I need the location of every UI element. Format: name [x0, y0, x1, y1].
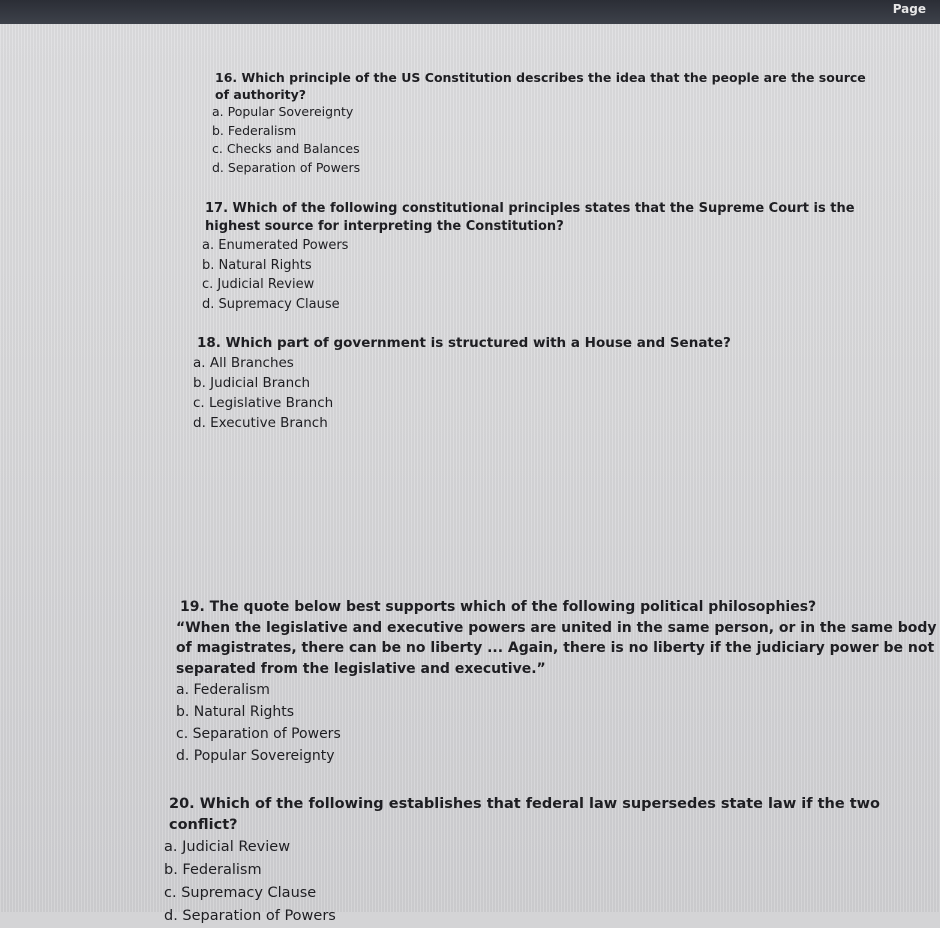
option-d[interactable]: d. Executive Branch — [193, 415, 328, 431]
question-text: 16. Which principle of the US Constitution describes the idea that the people are the source of authority? — [215, 70, 866, 102]
answer-options — [176, 679, 940, 767]
option-c[interactable]: c. Separation of Powers — [176, 726, 341, 742]
option-a[interactable]: a. Federalism — [176, 682, 270, 698]
option-d[interactable]: d. Separation of Powers — [212, 159, 361, 175]
option-d[interactable]: d. Popular Sovereignty — [176, 748, 335, 764]
option-b[interactable]: b. Federalism — [164, 862, 262, 878]
option-b[interactable]: b. Judicial Branch — [193, 375, 311, 391]
question-text: 18. Which part of government is structured with a House and Senate? — [197, 335, 731, 351]
question-19 — [176, 597, 940, 767]
option-a[interactable]: a. All Branches — [193, 355, 294, 371]
option-c[interactable]: c. Legislative Branch — [193, 395, 334, 411]
question-16 — [212, 69, 875, 177]
answer-options — [164, 836, 924, 928]
question-text: 20. Which of the following establishes that federal law supersedes state law if the two conflict? — [169, 796, 881, 833]
option-b[interactable]: b. Federalism — [212, 122, 297, 138]
option-d[interactable]: d. Separation of Powers — [164, 908, 336, 924]
question-text: 19. The quote below best supports which of the following political philosophies? — [180, 599, 817, 615]
question-18 — [193, 334, 897, 433]
option-b[interactable]: b. Natural Rights — [202, 257, 312, 273]
question-20 — [164, 794, 924, 928]
viewer-toolbar — [0, 0, 940, 24]
answer-options — [193, 353, 897, 433]
option-d[interactable]: d. Supremacy Clause — [202, 296, 340, 312]
option-b[interactable]: b. Natural Rights — [176, 704, 295, 720]
question-17 — [202, 200, 895, 314]
option-c[interactable]: c. Supremacy Clause — [164, 885, 317, 901]
option-a[interactable]: a. Judicial Review — [164, 839, 291, 855]
option-c[interactable]: c. Judicial Review — [202, 277, 315, 292]
option-c[interactable]: c. Checks and Balances — [212, 141, 360, 156]
answer-options — [202, 236, 895, 314]
option-a[interactable]: a. Popular Sovereignty — [212, 104, 354, 119]
document-page — [0, 24, 940, 924]
option-a[interactable]: a. Enumerated Powers — [202, 238, 349, 253]
answer-options — [212, 103, 875, 177]
quote-text: “When the legislative and executive powers are united in the same person, or in the same body of magistrates, there can be no liberty ... Again, there is no liberty if the judiciary power be not separated from the legislative and executive.” — [176, 619, 937, 677]
question-text: 17. Which of the following constitutional principles states that the Supreme Court is the highest source for interpreting the Constitution? — [205, 201, 855, 234]
page-label: Page — [892, 2, 926, 16]
